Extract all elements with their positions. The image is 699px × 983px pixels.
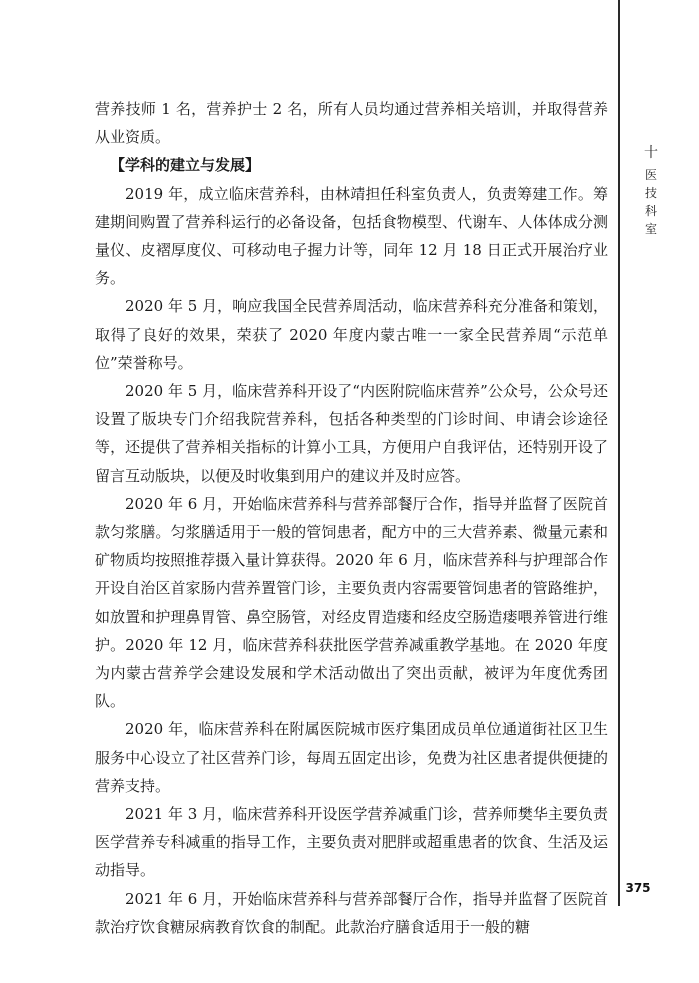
paragraph-2019: 2019 年，成立临床营养科，由林靖担任科室负责人，负责筹建工作。筹建期间购置了营养科运行的必备设备，包括食物模型、代谢车、人体体成分测量仪、皮褶厚度仪、可移动电子握力计等，同年 12 月 18 日正式开展治疗业务。 (95, 184, 608, 288)
page-number: 375 (621, 878, 655, 899)
margin-rule (618, 0, 620, 906)
chapter-number: 十 (644, 145, 658, 161)
paragraph-2020-june: 2020 年 6 月，开始临床营养科与营养部餐厅合作，指导并监督了医院首款匀浆膳。匀浆膳适用于一般的管饲患者，配方中的三大营养素、微量元素和矿物质均按照推荐摄入量计算获得。2020 年 6 月，临床营养科与护理部合作开设自治区首家肠内营养置管门诊，主要负责内容需要管饲患者的管路维护，如放置和护理鼻胃管、鼻空肠管，对经皮胃造瘘和经皮空肠造瘘喂养管进行维护。2020 年 12 月，临床营养科获批医学营养减重教学基地。在 2020 年度为内蒙古营养学会建设发展和学术活动做出了突出贡献，被评为年度优秀团队。 (95, 494, 608, 711)
paragraph-2021-march: 2021 年 3 月，临床营养科开设医学营养减重门诊，营养师樊华主要负责医学营养专科减重的指导工作，主要负责对肥胖或超重患者的饮食、生活及运动指导。 (95, 805, 608, 880)
paragraph-2021-june: 2021 年 6 月，开始临床营养科与营养部餐厅合作，指导并监督了医院首款治疗饮食糖尿病教育饮食的制配。此款治疗膳食适用于一般的糖 (95, 889, 608, 936)
main-text (95, 95, 608, 941)
paragraph-continued: 营养技师 1 名，营养护士 2 名，所有人员均通过营养相关培训，并取得营养从业资质。 (95, 100, 608, 147)
paragraph-2020-community: 2020 年，临床营养科在附属医院城市医疗集团成员单位通道街社区卫生服务中心设立了社区营养门诊，每周五固定出诊，免费为社区患者提供便捷的营养支持。 (95, 720, 608, 795)
chapter-title: 医 技 科 室 (644, 168, 657, 236)
paragraph-2020-may-account: 2020 年 5 月，临床营养科开设了“内医附院临床营养”公众号，公众号还设置了版块专门介绍我院营养科，包括各种类型的门诊时间、申请会诊途径等，还提供了营养相关指标的计算小工具，方便用户自我评估，还特别开设了留言互动版块，以便及时收集到用户的建议并及时应答。 (95, 382, 608, 485)
paragraph-2020-may-week: 2020 年 5 月，响应我国全民营养周活动，临床营养科充分准备和策划，取得了良好的效果，荣获了 2020 年度内蒙古唯一一家全民营养周“示范单位”荣誉称号。 (95, 297, 608, 372)
section-heading: 【学科的建立与发展】 (110, 156, 261, 175)
